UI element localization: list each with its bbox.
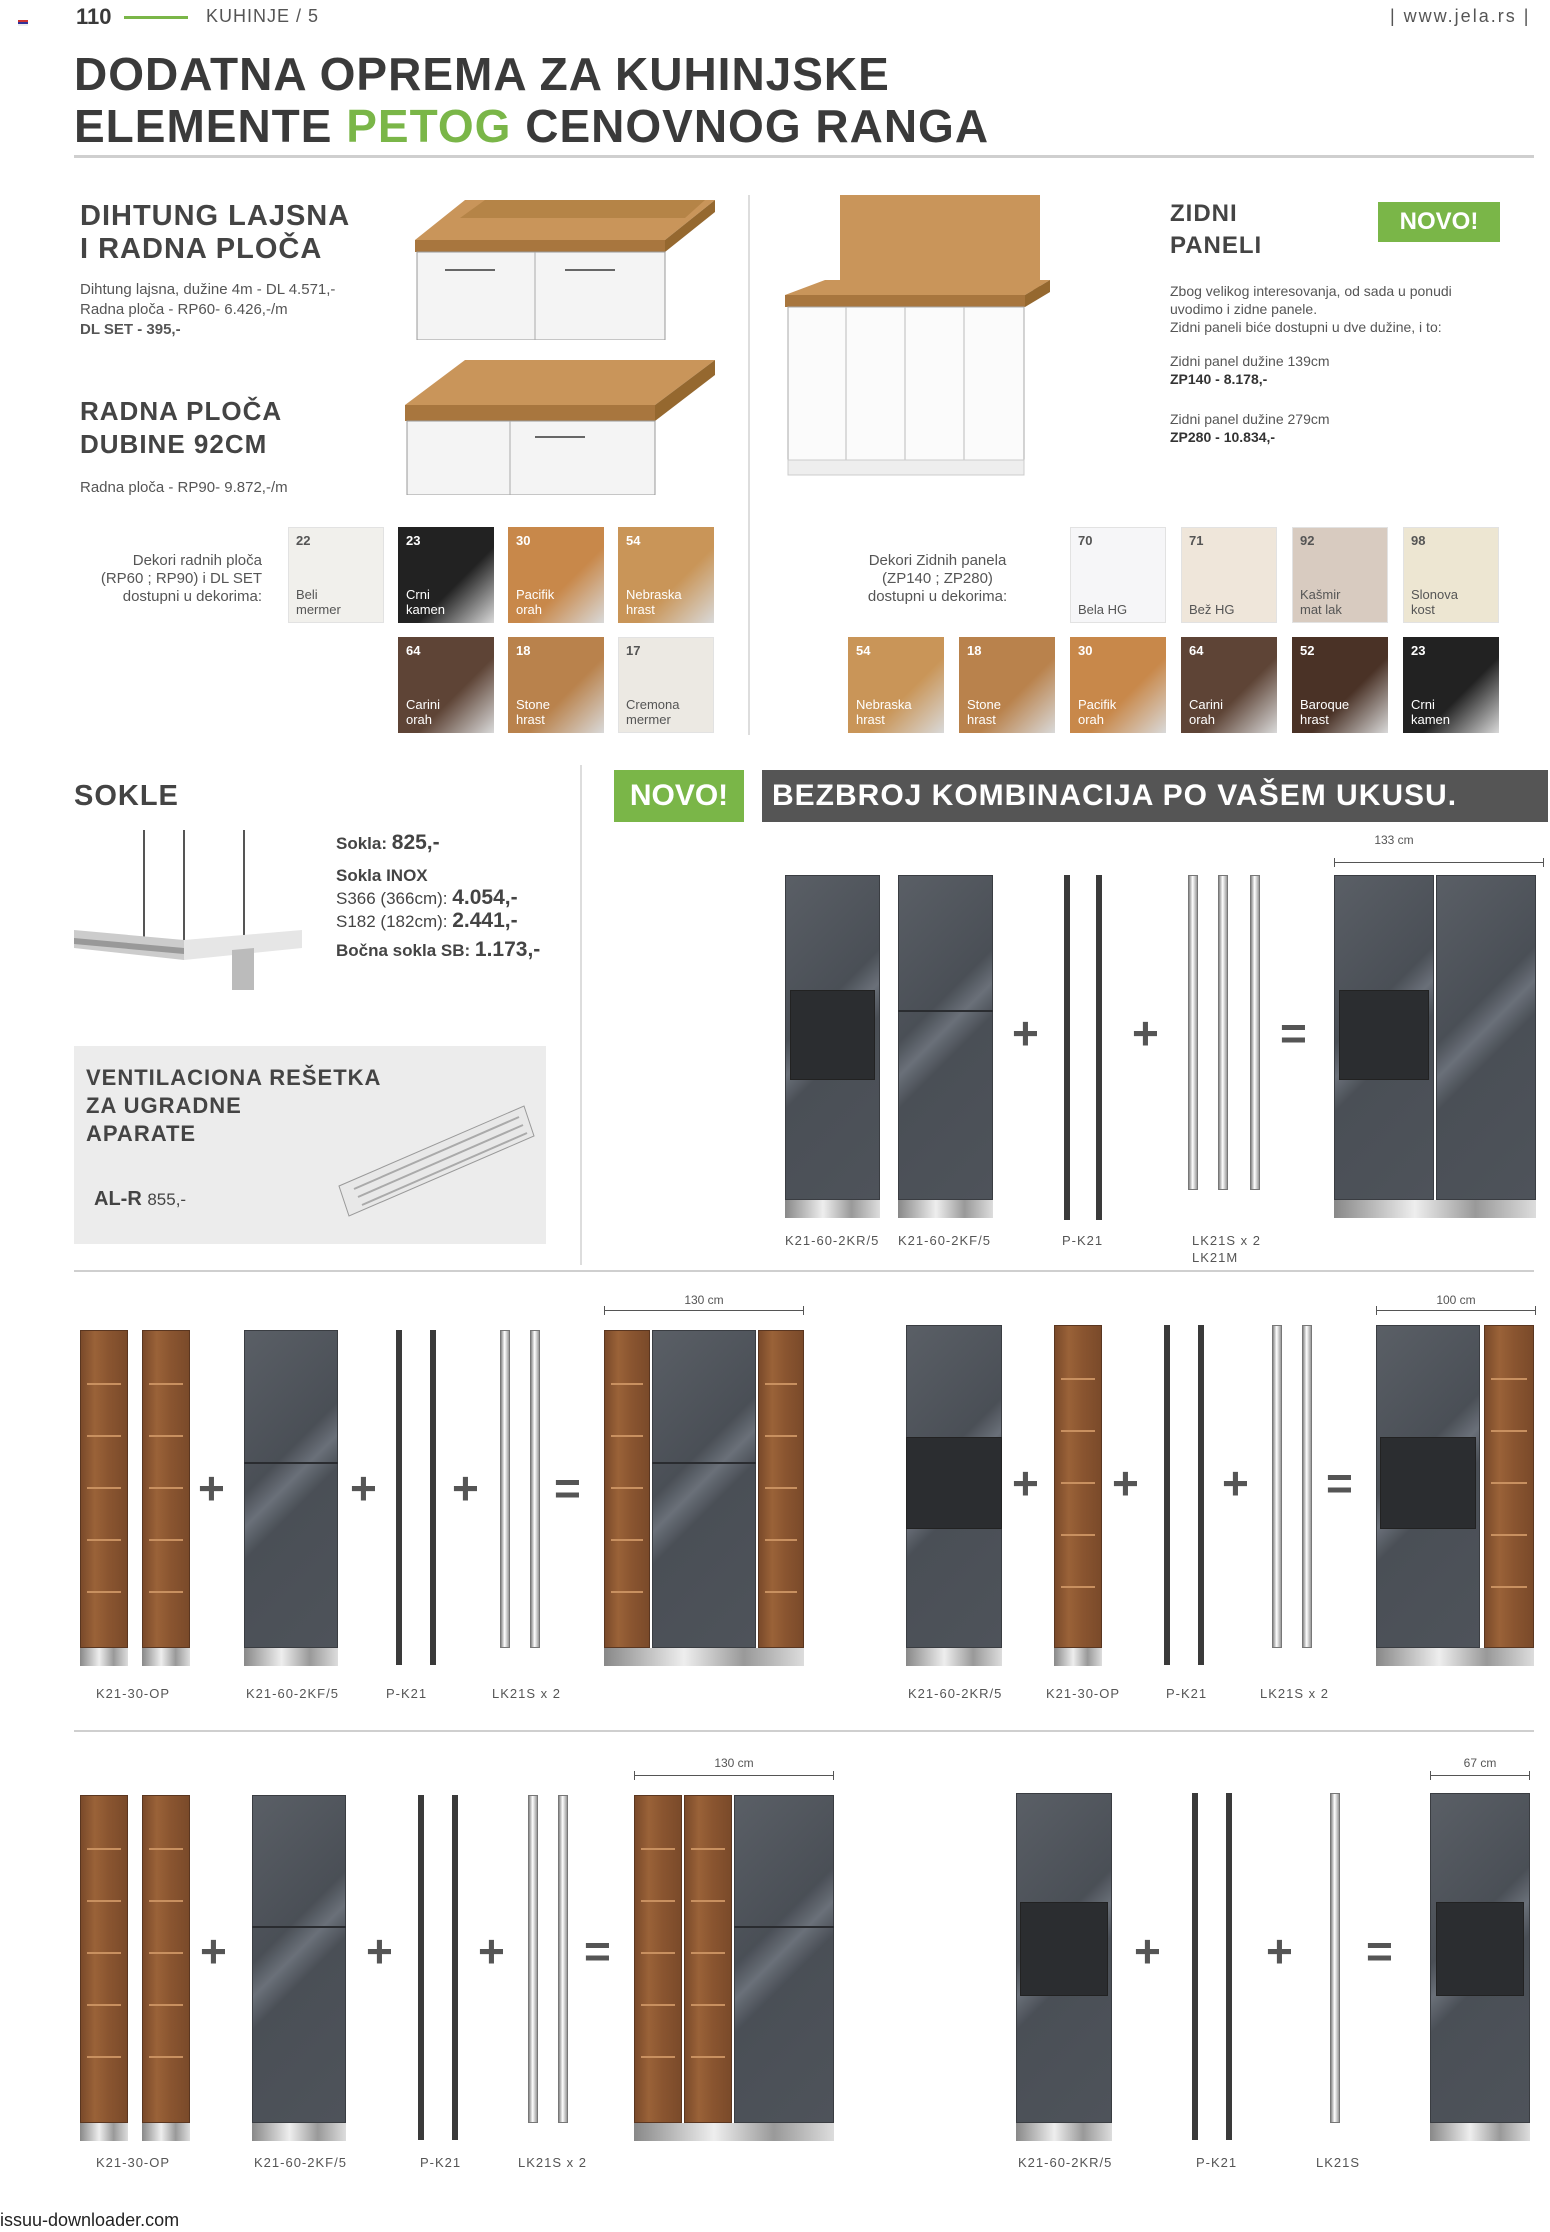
zidni-heading [1170, 198, 1262, 262]
zidni-heading-2: PANELI [1170, 232, 1263, 259]
decor-name: Cremona mermer [626, 697, 680, 727]
door-seam [898, 1010, 993, 1012]
door-seam [734, 1926, 834, 1928]
cabinet-niche [906, 1437, 1002, 1529]
plus-sign: + [1112, 1457, 1139, 1509]
dihtung-prices [80, 280, 335, 340]
section-label: KUHINJE / 5 [206, 6, 320, 26]
combo3-dimension: 100 cm [1436, 1293, 1476, 1307]
profile-p-k21 [396, 1330, 402, 1665]
handle-lk21m [1250, 875, 1260, 1190]
flag-icon [18, 20, 28, 26]
decor-swatch-71 [1181, 527, 1277, 623]
decor-name: Carini orah [406, 697, 440, 727]
decor-swatch-98 [1403, 527, 1499, 623]
decor-swatch-18 [508, 637, 604, 733]
radna-ploca-line: Radna ploča - RP60- 6.426,-/m [80, 301, 288, 318]
label-lk21m: LK21M [1192, 1250, 1239, 1265]
decor-swatch-70 [1070, 527, 1166, 623]
decor-code: 54 [626, 533, 641, 548]
profile-p-k21 [430, 1330, 436, 1665]
vent-heading-line: ZA UGRADNE [86, 1093, 242, 1118]
label-k21-60-2kf: K21-60-2KF/5 [246, 1686, 339, 1701]
decor-name: Beli mermer [296, 587, 341, 617]
handle-lk21s [500, 1330, 510, 1648]
cabinet-plinth [906, 1648, 1002, 1666]
decor-code: 23 [406, 533, 421, 548]
cabinet-k21-60-2kf [252, 1795, 346, 2123]
result-wood-side [1484, 1325, 1534, 1648]
column-divider [748, 195, 750, 735]
cabinet-niche [1380, 1437, 1476, 1529]
cabinet-plinth [142, 1648, 190, 1666]
decor-code: 18 [516, 643, 531, 658]
title-part: ELEMENTE [74, 100, 347, 152]
page-number: 110 [76, 4, 112, 29]
handle-lk21s [530, 1330, 540, 1648]
decor-code: 17 [626, 643, 641, 658]
novo-badge-combos: NOVO! [614, 770, 744, 822]
plus-sign: + [1266, 1925, 1293, 1977]
bocna-label: Bočna sokla SB: [336, 941, 471, 960]
radna92-price: Radna ploča - RP90- 9.872,-/m [80, 479, 288, 496]
decor-code: 64 [406, 643, 421, 658]
profile-p-k21 [1064, 875, 1070, 1220]
cabinet-plinth [1376, 1648, 1534, 1666]
equals-sign: = [1280, 1007, 1307, 1059]
vent-grille-illustration [334, 1091, 539, 1231]
dihtung-heading [80, 200, 350, 266]
title-part: CENOVNOG RANGA [511, 100, 990, 152]
inox-label: Sokla INOX [336, 866, 428, 885]
decor-swatch-22 [288, 527, 384, 623]
cabinet-k21-60-2kf [898, 875, 993, 1200]
cabinet-plinth [785, 1200, 880, 1218]
equals-sign: = [554, 1462, 581, 1514]
door-seam [652, 1462, 756, 1464]
decor-swatch-18 [959, 637, 1055, 733]
label-lk21s: LK21S x 2 [492, 1686, 561, 1701]
decor-name: Pacifik orah [1078, 697, 1117, 727]
decor-name: Kašmir mat lak [1300, 587, 1342, 617]
zidni-heading-1: ZIDNI [1170, 200, 1238, 227]
combo5-dimension: 67 cm [1463, 1756, 1497, 1770]
handle-lk21s [528, 1795, 538, 2123]
handle-lk21s [1272, 1325, 1282, 1648]
result-wood-side [758, 1330, 804, 1648]
caption-line: Dekori Zidnih panela [868, 552, 1007, 569]
equals-sign: = [584, 1925, 611, 1977]
cabinet-niche [1436, 1902, 1524, 1996]
decor-swatch-52 [1292, 637, 1388, 733]
vent-heading-line: VENTILACIONA REŠETKA [86, 1065, 382, 1090]
dimension-line [604, 1310, 804, 1311]
novo-badge: NOVO! [1378, 202, 1500, 242]
label-lk21s: LK21S x 2 [1192, 1233, 1261, 1248]
radna92-heading-1: RADNA PLOČA [80, 396, 283, 426]
label-p-k21: P-K21 [386, 1686, 428, 1701]
decor-swatch-64 [398, 637, 494, 733]
result-cabinet [652, 1330, 756, 1648]
wall-panel-illustration [780, 190, 1120, 480]
label-k21-30-op: K21-30-OP [1046, 1686, 1121, 1701]
cabinet-plinth [1334, 1200, 1536, 1218]
cabinet-plinth [244, 1648, 338, 1666]
zidni-text: Zbog velikog interesovanja, od sada u ponudi [1170, 283, 1452, 299]
plus-sign: + [452, 1462, 479, 1514]
cabinet-plinth [252, 2123, 346, 2141]
label-p-k21: P-K21 [1062, 1233, 1104, 1248]
cabinet-plinth [142, 2123, 190, 2141]
cabinet-k21-30-op [80, 1330, 128, 1648]
decor-code: 64 [1189, 643, 1204, 658]
decor-swatch-23 [1403, 637, 1499, 733]
label-lk21s: LK21S [1316, 2155, 1361, 2170]
decor-swatch-30 [508, 527, 604, 623]
handle-lk21s [1218, 875, 1228, 1190]
s182-price: 2.441,- [452, 909, 518, 932]
row-divider [74, 1730, 1534, 1732]
cabinet-plinth [1430, 2123, 1530, 2141]
label-lk21s: LK21S x 2 [518, 2155, 587, 2170]
decor-code: 30 [1078, 643, 1093, 658]
decor-name: Stone hrast [967, 697, 1001, 727]
handle-lk21s [558, 1795, 568, 2123]
cabinet-plinth [80, 1648, 128, 1666]
vent-price-value: 855,- [147, 1190, 187, 1209]
plus-sign: + [366, 1925, 393, 1977]
page-title [74, 48, 989, 152]
countertop-illustration [405, 190, 725, 340]
decor-name: Stone hrast [516, 697, 550, 727]
label-k21-60-2kf: K21-60-2KF/5 [898, 1233, 991, 1248]
radna92-heading-2: DUBINE 92CM [80, 429, 268, 459]
label-k21-30-op: K21-30-OP [96, 2155, 171, 2170]
result-wood-side [604, 1330, 650, 1648]
decor-name: Crni kamen [1411, 697, 1451, 727]
plus-sign: + [198, 1462, 225, 1514]
cabinet-plinth [634, 2123, 834, 2141]
door-seam [244, 1462, 338, 1464]
equals-sign: = [1366, 1925, 1393, 1977]
label-k21-60-2kr: K21-60-2KR/5 [1018, 2155, 1113, 2170]
zidni-description [1170, 282, 1452, 446]
decor-name: Pacifik orah [516, 587, 555, 617]
dihtung-line: Dihtung lajsna, dužine 4m - DL 4.571,- [80, 281, 336, 298]
decor-code: 92 [1300, 533, 1315, 548]
sokle-prices [336, 832, 540, 962]
dekori-panela-caption [845, 552, 1030, 606]
title-divider [74, 155, 1534, 158]
handle-lk21s [1302, 1325, 1312, 1648]
decor-swatch-54 [848, 637, 944, 733]
profile-p-k21 [1096, 875, 1102, 1220]
header-accent-line [124, 16, 188, 19]
handle-lk21s [1188, 875, 1198, 1190]
decor-swatch-17 [618, 637, 714, 733]
sokle-heading: SOKLE [74, 780, 179, 812]
cabinet-k21-30-op [1054, 1325, 1102, 1648]
decor-code: 52 [1300, 643, 1315, 658]
equals-sign: = [1326, 1457, 1353, 1509]
dimension-line [634, 1775, 834, 1776]
decor-name: Bež HG [1189, 602, 1235, 617]
zidni-length-1: Zidni panel dužine 139cm [1170, 353, 1330, 369]
decor-name: Slonova kost [1411, 587, 1458, 617]
label-k21-60-2kr: K21-60-2KR/5 [785, 1233, 880, 1248]
zidni-price-1: ZP140 - 8.178,- [1170, 371, 1268, 387]
watermark: issuu-downloader.com [0, 2210, 180, 2230]
decor-code: 23 [1411, 643, 1426, 658]
combos-banner: BEZBROJ KOMBINACIJA PO VAŠEM UKUSU. [762, 770, 1548, 822]
zidni-text: uvodimo i zidne panele. [1170, 301, 1318, 317]
cabinet-plinth [1054, 1648, 1102, 1666]
plus-sign: + [1012, 1007, 1039, 1059]
label-p-k21: P-K21 [420, 2155, 462, 2170]
vent-code: AL-R [94, 1188, 142, 1210]
cabinet-plinth [604, 1648, 804, 1666]
profile-p-k21 [1192, 1793, 1198, 2140]
door-seam [252, 1926, 346, 1928]
plus-sign: + [1132, 1007, 1159, 1059]
s366-price: 4.054,- [452, 886, 518, 909]
decor-swatch-30 [1070, 637, 1166, 733]
decor-swatch-64 [1181, 637, 1277, 733]
ventilaciona-panel [74, 1046, 546, 1244]
caption-line: Dekori radnih ploča [132, 552, 262, 569]
cabinet-plinth [80, 2123, 128, 2141]
dekori-ploca-caption [90, 552, 262, 606]
decor-name: Nebraska hrast [856, 697, 912, 727]
caption-line: (ZP140 ; ZP280) [882, 570, 993, 587]
cabinet-k21-30-op [142, 1330, 190, 1648]
dimension-line [1376, 1310, 1536, 1311]
sokla-price: 825,- [391, 831, 440, 854]
result-cabinet [1436, 875, 1536, 1200]
profile-p-k21 [1164, 1325, 1170, 1665]
plus-sign: + [350, 1462, 377, 1514]
label-p-k21: P-K21 [1196, 2155, 1238, 2170]
vent-price [94, 1188, 186, 1211]
label-k21-30-op: K21-30-OP [96, 1686, 171, 1701]
cabinet-plinth [898, 1200, 993, 1218]
decor-code: 98 [1411, 533, 1426, 548]
s182-label: S182 (182cm): [336, 912, 448, 931]
zidni-text: Zidni paneli biće dostupni u dve dužine, i to: [1170, 319, 1442, 335]
dimension-line [1430, 1775, 1530, 1776]
profile-p-k21 [1198, 1325, 1204, 1665]
result-wood-side [634, 1795, 682, 2123]
decor-code: 22 [296, 533, 311, 548]
title-line-1: DODATNA OPREMA ZA KUHINJSKE [74, 48, 890, 100]
title-line-2 [74, 100, 989, 152]
cabinet-k21-30-op [80, 1795, 128, 2123]
decor-code: 18 [967, 643, 982, 658]
decor-code: 71 [1189, 533, 1204, 548]
cabinet-niche [790, 990, 875, 1080]
vent-heading-line: APARATE [86, 1121, 197, 1146]
profile-p-k21 [452, 1795, 458, 2140]
profile-p-k21 [1226, 1793, 1232, 2140]
zidni-price-2: ZP280 - 10.834,- [1170, 429, 1276, 445]
plus-sign: + [200, 1925, 227, 1977]
label-lk21s: LK21S x 2 [1260, 1686, 1329, 1701]
radna92-heading [80, 395, 282, 461]
decor-swatch-54 [618, 527, 714, 623]
decor-name: Crni kamen [406, 587, 446, 617]
plus-sign: + [1134, 1925, 1161, 1977]
decor-name: Bela HG [1078, 602, 1128, 617]
decor-code: 30 [516, 533, 531, 548]
caption-line: dostupni u dekorima: [122, 588, 262, 605]
plus-sign: + [1012, 1457, 1039, 1509]
result-cabinet [734, 1795, 834, 2123]
plinth-illustration [72, 830, 322, 1000]
dihtung-heading-2: I RADNA PLOČA [80, 233, 323, 265]
combo2-dimension: 130 cm [684, 1293, 724, 1307]
decor-swatch-23 [398, 527, 494, 623]
caption-line: dostupni u dekorima: [867, 588, 1008, 605]
decor-code: 54 [856, 643, 871, 658]
decor-name: Carini orah [1189, 697, 1223, 727]
decor-name: Nebraska hrast [626, 587, 682, 617]
caption-line: (RP60 ; RP90) i DL SET [100, 570, 262, 587]
dl-set-line: DL SET - 395,- [80, 321, 181, 338]
plus-sign: + [1222, 1457, 1249, 1509]
decor-code: 70 [1078, 533, 1093, 548]
dimension-line [1334, 862, 1544, 863]
label-k21-60-2kr: K21-60-2KR/5 [908, 1686, 1003, 1701]
decor-name: Baroque hrast [1300, 697, 1350, 727]
cabinet-niche [1020, 1902, 1108, 1996]
label-p-k21: P-K21 [1166, 1686, 1208, 1701]
cabinet-k21-30-op [142, 1795, 190, 2123]
zidni-length-2: Zidni panel dužine 279cm [1170, 411, 1330, 427]
combo4-dimension: 130 cm [714, 1756, 754, 1770]
decor-swatch-92 [1292, 527, 1388, 623]
handle-lk21s [1330, 1793, 1340, 2123]
site-url[interactable]: | www.jela.rs | [1390, 6, 1531, 26]
s366-label: S366 (366cm): [336, 889, 448, 908]
dihtung-heading-1: DIHTUNG LAJSNA [80, 200, 351, 232]
result-wood-side [684, 1795, 732, 2123]
label-k21-60-2kf: K21-60-2KF/5 [254, 2155, 347, 2170]
sokla-label: Sokla: [336, 834, 388, 853]
bocna-price: 1.173,- [474, 938, 541, 961]
row-divider [74, 1270, 1534, 1272]
cabinet-niche [1339, 990, 1429, 1080]
plus-sign: + [478, 1925, 505, 1977]
column-divider [580, 765, 582, 1265]
combo1-dimension: 133 cm [1374, 833, 1414, 847]
countertop-92-illustration [395, 355, 725, 495]
cabinet-k21-60-2kf [244, 1330, 338, 1648]
title-highlight: PETOG [346, 100, 512, 152]
cabinet-plinth [1016, 2123, 1112, 2141]
profile-p-k21 [418, 1795, 424, 2140]
